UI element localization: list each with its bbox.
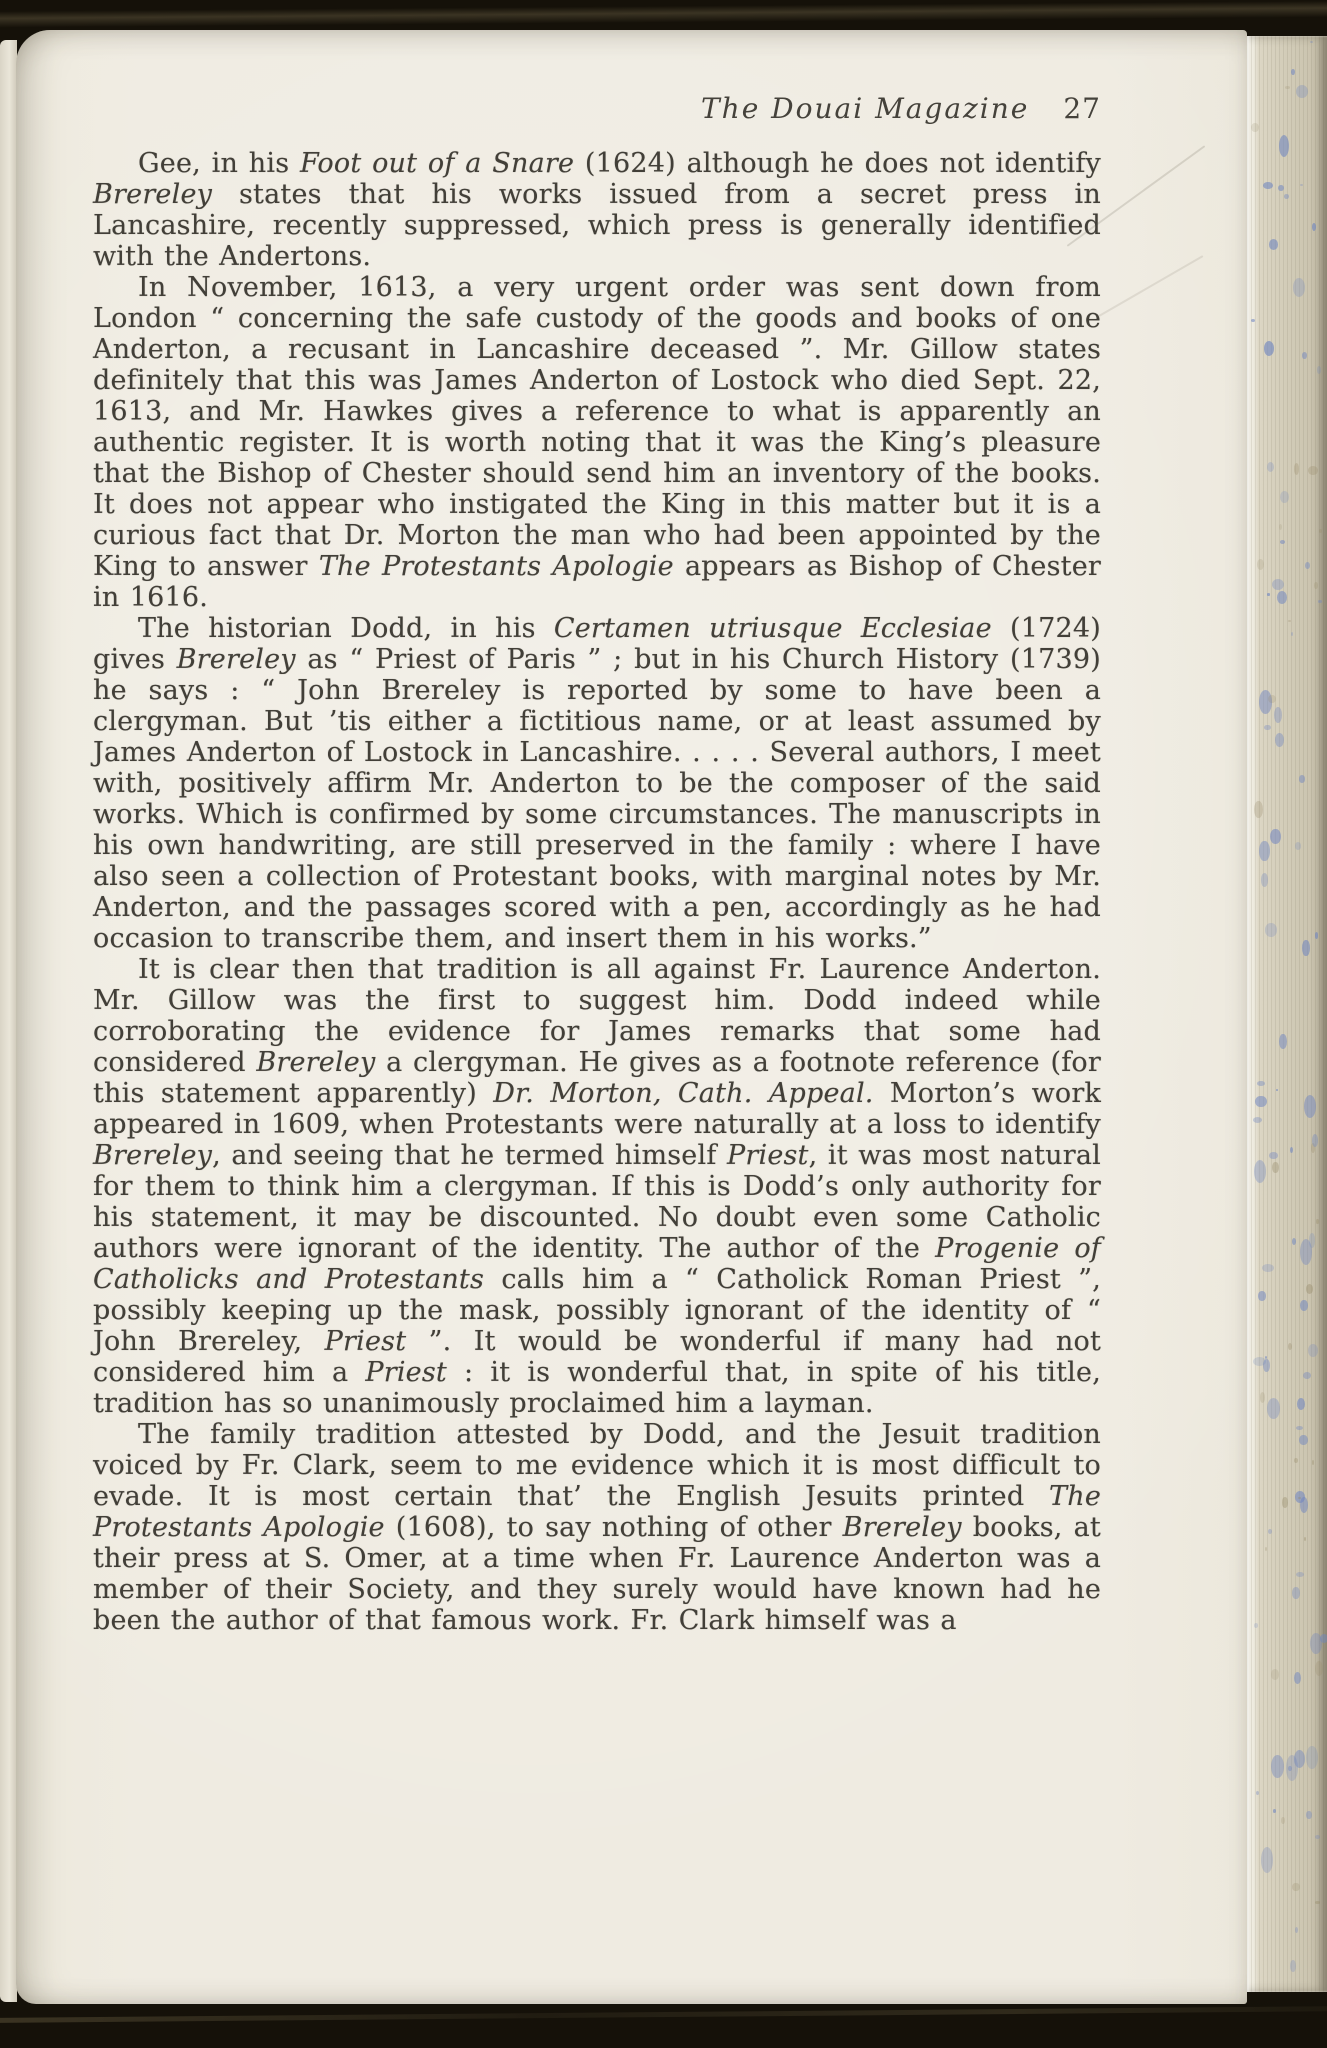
edge-speckle (1290, 1147, 1293, 1153)
edge-speckle (1256, 1791, 1259, 1796)
edge-speckle (1306, 1284, 1313, 1294)
edge-speckle (1270, 829, 1281, 845)
edge-speckle (1260, 1392, 1266, 1403)
edge-speckle (1302, 940, 1309, 956)
edge-speckle (1310, 41, 1313, 44)
edge-speckle (1268, 695, 1275, 703)
edge-speckle (1314, 582, 1318, 589)
edge-speckle (1296, 1426, 1303, 1430)
edge-speckle (1271, 1669, 1280, 1681)
edge-speckle (1288, 620, 1291, 622)
magazine-title: The Douai Magazine (701, 92, 1030, 125)
edge-speckle (1261, 873, 1268, 887)
edge-speckle (1276, 1089, 1278, 1091)
page-paragraphs (93, 148, 1101, 1636)
edge-speckle (1262, 1264, 1275, 1272)
edge-speckle (1305, 562, 1310, 569)
edge-speckle (1267, 593, 1271, 595)
edge-speckle (1259, 841, 1269, 862)
edge-speckle (1295, 1927, 1298, 1933)
edge-speckle (1284, 194, 1289, 199)
edge-speckle (1269, 1152, 1278, 1160)
edge-speckle (1261, 1847, 1273, 1873)
paragraph: The family tradition attested by Dodd, and the Jesuit tradition voiced by Fr. Clark, seem to me evidence which it is most difficult to evade. It is most certain that’ the English Jesuits printed The Protestants Apologie (1608), to say nothing of other Brereley books, at their press at S. Omer, at a time when Fr. Laurence Anderton was a member of their Society, and they surely would have known had he been the author of that famous work. Fr. Clark himself was a (93, 1419, 1101, 1636)
edge-speckle (1315, 1901, 1319, 1904)
edge-speckle (1294, 463, 1299, 474)
edge-speckle (1255, 1096, 1267, 1108)
edge-speckle (1290, 1960, 1296, 1973)
edge-speckle (1251, 123, 1258, 132)
edge-speckle (1265, 1356, 1267, 1359)
edge-speckle (1295, 842, 1301, 849)
edge-speckle (1257, 559, 1264, 570)
edge-speckle (1281, 1817, 1285, 1824)
edge-speckle (1294, 1672, 1301, 1684)
edge-speckle (1251, 319, 1254, 322)
edge-speckle (1296, 1572, 1304, 1577)
edge-speckle (1291, 632, 1293, 636)
edge-speckle (1299, 1435, 1307, 1445)
edge-speckle (1310, 1633, 1322, 1654)
edge-speckle (1267, 462, 1274, 472)
edge-speckle (1258, 1291, 1265, 1300)
edge-speckle (1275, 733, 1284, 747)
edge-speckle (1280, 540, 1285, 544)
left-page-edges (0, 40, 17, 2002)
edge-speckle (1285, 86, 1289, 89)
edge-speckle (1267, 1398, 1280, 1419)
edge-speckle (1312, 223, 1316, 231)
edge-speckle (1269, 239, 1278, 250)
paragraph: It is clear then that tradition is all against Fr. Laurence Anderton. Mr. Gillow was the first to suggest him. Dodd indeed while corroborating the evidence for James remarks that some had considered Brereley a clergyman. He gives as a footnote reference (for this statement apparently) Dr. Morton, Cath. Appeal. Morton’s work appeared in 1609, when Protestants were naturally at a loss to identify Brereley, and seeing that he termed himself Priest, it was most natural for them to think him a clergyman. If this is Dodd’s only authority for his statement, it may be discounted. No doubt even some Catholic authors were ignorant of the identity. The author of the Progenie of Catholicks and Protestants calls him a “ Catholick Roman Priest ”, possibly keeping up the mask, possibly ignorant of the identity of “ John Brereley, Priest ”. It would be wonderful if many had not considered him a Priest : it is wonderful that, in spite of his title, tradition has so unanimously proclaimed him a layman. (93, 954, 1102, 1419)
edge-speckle (1279, 1034, 1287, 1049)
edge-speckle (1272, 1162, 1278, 1173)
edge-speckle (1263, 182, 1273, 188)
paragraph: In November, 1613, a very urgent order was sent down from London “ concerning the safe custody of the goods and books of one Anderton, a recusant in Lancashire deceased ”. Mr. Gillow states definitely that this was James Anderton of Lostock who died Sept. 22, 1613, and Mr. Hawkes gives a reference to what is apparently an authentic register. It is worth noting that it was the King’s pleasure that the Bishop of Chester should send him an inventory of the books. It does not appear who instigated the King in this matter but it is a curious fact that Dr. Morton the man who had been appointed by the King to answer The Protestants Apologie appears as Bishop of Chester in 1616. (93, 272, 1101, 613)
edge-speckle (1257, 1081, 1265, 1086)
edge-speckle (1272, 579, 1284, 590)
edge-speckle (1264, 725, 1271, 731)
edge-speckle (1282, 1497, 1287, 1507)
edge-speckle (1288, 1343, 1292, 1350)
edge-speckle (1308, 466, 1318, 476)
edge-speckle (1273, 1809, 1276, 1813)
edge-speckle (1319, 529, 1322, 532)
book-cover-bottom-edge (0, 2006, 1327, 2023)
edge-speckle (1316, 1219, 1318, 1224)
edge-speckle (1315, 932, 1319, 939)
edge-speckle (1294, 1750, 1305, 1768)
edge-speckle (1302, 352, 1307, 358)
edge-speckle (1303, 1372, 1311, 1379)
edge-speckle (1299, 775, 1305, 782)
edge-speckle (1279, 524, 1282, 530)
edge-speckle (1292, 1883, 1299, 1891)
edge-speckle (1300, 1239, 1312, 1265)
paragraph: The historian Dodd, in his Certamen utriusque Ecclesiae (1724) gives Brereley as “ Priest of Paris ” ; but in his Church History (1739) he says : “ John Brereley is reported by some to have been a clergyman. But ’tis either a fictitious name, or at least assumed by James Anderton of Lostock in Lancashire. . . . . Several authors, I meet with, positively affirm Mr. Anderton to be the composer of the said works. Which is confirmed by some circumstances. The manuscripts in his own handwriting, are still preserved in the family : where I have also seen a collection of Protestant books, with marginal notes by Mr. Anderton, and the passages scored with a pen, accordingly as he had occasion to transcribe them, and insert them in his works.” (93, 613, 1101, 954)
edge-speckle (1292, 1587, 1300, 1599)
edge-speckle (1312, 1134, 1318, 1147)
edge-speckle (1317, 366, 1322, 374)
edge-speckle (1254, 1160, 1266, 1183)
page-number: 27 (1063, 92, 1101, 125)
edge-speckle (1306, 1746, 1317, 1769)
edge-speckle (1277, 591, 1287, 604)
edge-speckle (1265, 1547, 1268, 1551)
edge-speckle (1280, 491, 1289, 503)
edge-speckle (1306, 1811, 1311, 1820)
edge-speckle (1291, 69, 1294, 75)
edge-speckle (1278, 185, 1283, 191)
fore-edge-page-stack (1247, 36, 1327, 1992)
edge-speckle (1297, 1398, 1305, 1410)
book-cover-top-edge (0, 1, 1327, 28)
edge-speckle (1300, 1300, 1307, 1311)
edge-speckle (1253, 1357, 1266, 1366)
paragraph: Gee, in his Foot out of a Snare (1624) although he does not identify Brereley states that his works issued from a secret press in Lancashire, recently suppressed, which press is generally identified with the Andertons. (93, 148, 1101, 272)
edge-speckle (1315, 1835, 1320, 1839)
edge-speckle (1315, 1661, 1323, 1676)
edge-speckle (1265, 923, 1276, 936)
edge-speckle (1304, 1537, 1306, 1541)
page-crease (1099, 255, 1204, 317)
edge-speckle (1304, 1095, 1316, 1118)
book-page (16, 30, 1247, 2004)
edge-speckle (1296, 85, 1308, 99)
edge-speckle (1293, 278, 1305, 297)
edge-speckle (1254, 1623, 1258, 1628)
edge-speckle (1254, 801, 1263, 818)
edge-speckle (1318, 600, 1322, 603)
edge-speckle (1274, 707, 1282, 724)
edge-speckle (1268, 1529, 1272, 1534)
edge-speckle (1279, 135, 1289, 157)
edge-speckle (1264, 341, 1274, 356)
edge-speckle (1312, 1460, 1314, 1465)
edge-speckle (1294, 1458, 1298, 1462)
edge-speckle (1300, 184, 1302, 186)
running-header (93, 92, 1101, 125)
edge-speckle (1292, 1238, 1296, 1245)
edge-speckle (1271, 1755, 1283, 1778)
edge-speckle (1288, 1766, 1291, 1771)
edge-speckle (1253, 1117, 1262, 1123)
edge-speckle (1308, 1344, 1318, 1357)
